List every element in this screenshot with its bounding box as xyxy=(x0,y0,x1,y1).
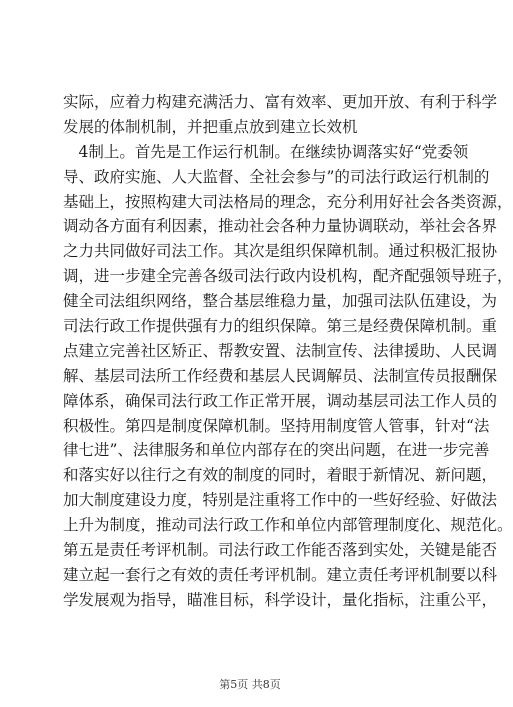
text-line: 解、基层司法所工作经费和基层人民调解员、法制宣传员报酬保 xyxy=(63,366,498,385)
text-line: 实际，应着力构建充满活力、富有效率、更加开放、有利于科学 xyxy=(63,93,498,111)
text-line: 之力共同做好司法工作。其次是组织保障机制。通过积极汇报协 xyxy=(63,242,498,261)
text-line: 和落实好以往行之有效的制度的同时，着眼于新情况、新问题， xyxy=(63,466,498,485)
text-line: 上升为制度，推动司法行政工作和单位内部管理制度化、规范化。 xyxy=(63,516,513,535)
text-line: 导、政府实施、人大监督、全社会参与”的司法行政运行机制的 xyxy=(63,167,490,186)
text-line: 基础上，按照构建大司法格局的理念，充分利用好社会各类资源， xyxy=(63,192,513,211)
text-line: 司法行政工作提供强有力的组织保障。第三是经费保障机制。重 xyxy=(63,317,498,336)
text-line: 律七进”、法律服务和单位内部存在的突出问题，在进一步完善 xyxy=(63,441,490,460)
text-line: 4制上。首先是工作运行机制。在继续协调落实好“党委领 xyxy=(63,142,469,161)
text-line: 障体系，确保司法行政工作正常开展，调动基层司法工作人员的 xyxy=(63,391,498,410)
text-line: 积极性。第四是制度保障机制。坚持用制度管人管事，针对“法 xyxy=(63,416,490,435)
text-line: 发展的体制机制，并把重点放到建立长效机 xyxy=(63,117,358,136)
text-line: 建立起一套行之有效的责任考评机制。建立责任考评机制要以科 xyxy=(63,565,498,584)
text-line: 第五是责任考评机制。司法行政工作能否落到实处，关键是能否 xyxy=(63,541,498,560)
text-line: 调动各方面有利因素，推动社会各种力量协调联动，举社会各界 xyxy=(63,217,498,236)
body-text xyxy=(63,90,513,613)
text-line: 调，进一步建全完善各级司法行政内设机构，配齐配强领导班子， xyxy=(63,267,513,286)
text-line: 加大制度建设力度，特别是注重将工作中的一些好经验、好做法 xyxy=(63,491,498,510)
text-line: 学发展观为指导，瞄准目标，科学设计，量化指标，注重公平， xyxy=(63,590,498,609)
text-line: 健全司法组织网络，整合基层维稳力量，加强司法队伍建设，为 xyxy=(63,292,498,311)
page-number-footer: 第5页 共8页 xyxy=(219,678,281,691)
text-line: 点建立完善社区矫正、帮教安置、法制宣传、法律援助、人民调 xyxy=(63,341,498,360)
